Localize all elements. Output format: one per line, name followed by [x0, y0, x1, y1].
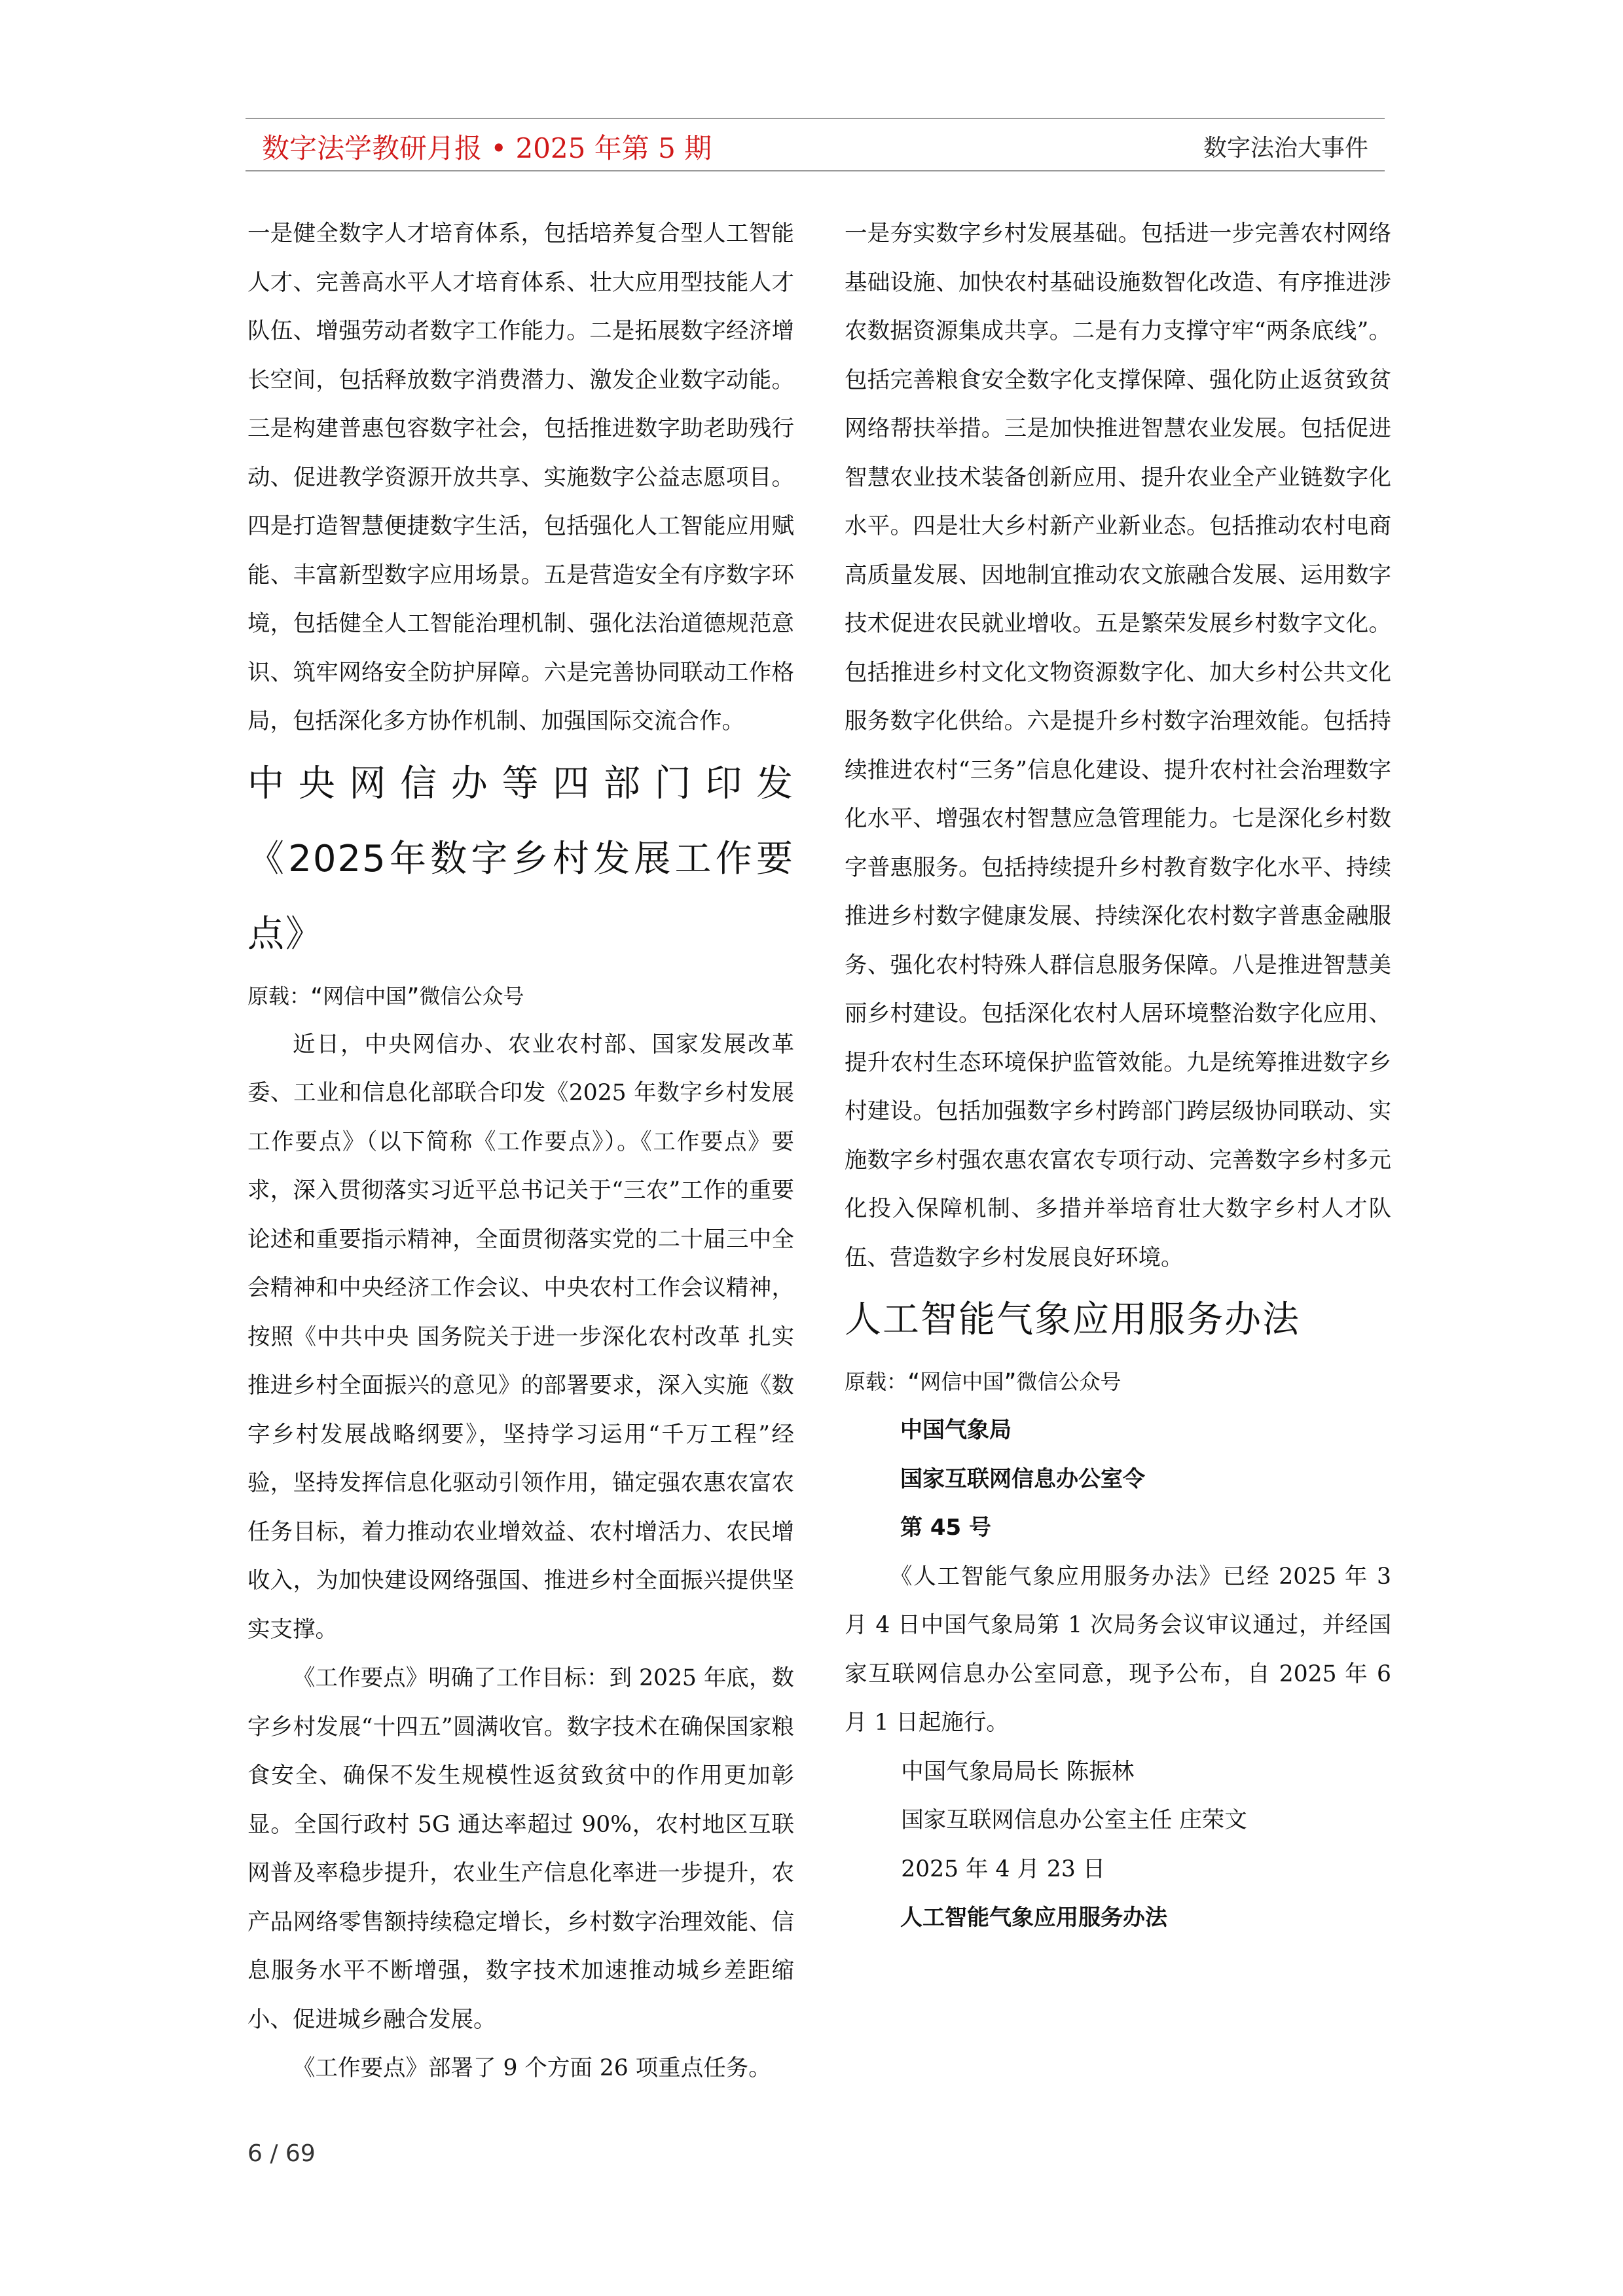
issuing-org: 中国气象局 [900, 1417, 1012, 1443]
intro-paragraph: 一是健全数字人才培育体系，包括培养复合型人工智能人才、完善高水平人才培育体系、壮大应用型技能人才队伍、增强劳动者数字工作能力。二是拓展数字经济增长空间，包括释放数字消费潜力、激发企业数字动能。三是构建普惠包容数字社会，包括推进数字助老助残行动、促进教学资源开放共享、实施数字公益志愿项目。四是打造智慧便捷数字生活，包括强化人工智能应用赋能、丰富新型数字应用场景。五是营造安全有序数字环境，包括健全人工智能治理机制、强化法治道德规范意识、筑牢网络安全防护屏障。六是完善协同联动工作格局，包括深化多方协作机制、加强国际交流合作。 [247, 221, 794, 734]
signatory: 中国气象局局长 陈振林 [901, 1758, 1135, 1785]
article-source: 原载：“网信中国”微信公众号 [845, 1369, 1122, 1394]
issue-date: 2025 年 4 月 23 日 [901, 1856, 1106, 1882]
signatory: 国家互联网信息办公室主任 庄荣文 [901, 1807, 1247, 1833]
journal-title: 数字法学教研月报 • 2025 年第 5 期 [262, 132, 712, 164]
left-column [247, 209, 794, 2093]
body-paragraph: 《工作要点》部署了 9 个方面 26 项重点任务。 [293, 2055, 771, 2081]
intro-paragraph: 一是夯实数字乡村发展基础。包括进一步完善农村网络基础设施、加快农村基础设施数智化改造、有序推进涉农数据资源集成共享。二是有力支撑守牢“两条底线”。包括完善粮食安全数字化支撑保障、强化防止返贫致贫网络帮扶举措。三是加快推进智慧农业发展。包括促进智慧农业技术装备创新应用、提升农业全产业链数字化水平。四是壮大乡村新产业新业态。包括推动农村电商高质量发展、因地制宜推动农文旅融合发展、运用数字技术促进农民就业增收。五是繁荣发展乡村数字文化。包括推进乡村文化文物资源数字化、加大乡村公共文化服务数字化供给。六是提升乡村数字治理效能。包括持续推进农村“三务”信息化建设、提升农村社会治理数字化水平、增强农村智慧应急管理能力。七是深化乡村数字普惠服务。包括持续提升乡村教育数字化水平、持续推进乡村数字健康发展、持续深化农村数字普惠金融服务、强化农村特殊人群信息服务保障。八是推进智慧美丽乡村建设。包括深化农村人居环境整治数字化应用、提升农村生态环境保护监管效能。九是统筹推进数字乡村建设。包括加强数字乡村跨部门跨层级协同联动、实施数字乡村强农惠农富农专项行动、完善数字乡村多元化投入保障机制、多措并举培育壮大数字乡村人才队伍、营造数字乡村发展良好环境。 [845, 221, 1391, 1271]
article-heading: 中央网信办等四部门印发《2025年数字乡村发展工作要点》 [247, 762, 794, 956]
order-number: 第 45 号 [900, 1515, 991, 1541]
article-heading: 人工智能气象应用服务办法 [845, 1299, 1300, 1341]
page-number: 6 / 69 [247, 2140, 316, 2167]
right-column [845, 209, 1391, 1943]
article-source: 原载：“网信中国”微信公众号 [247, 983, 524, 1009]
order-title: 国家互联网信息办公室令 [900, 1465, 1145, 1492]
section-title: 数字法治大事件 [1203, 135, 1368, 162]
body-paragraph: 《工作要点》明确了工作目标：到 2025 年底，数字乡村发展“十四五”圆满收官。数字技术在确保国家粮食安全、确保不发生规模性返贫致贫中的作用更加彰显。全国行政村 5G 通达率超过 90%，农村地区互联网普及率稳步提升，农业生产信息化率进一步提升，农产品网络零售额持续稳定增长，乡村数字治理效能、信息服务水平不断增强，数字技术加速推动城乡差距缩小、促进城乡融合发展。 [247, 1665, 794, 2033]
document-title: 人工智能气象应用服务办法 [900, 1905, 1167, 1931]
body-paragraph: 近日，中央网信办、农业农村部、国家发展改革委、工业和信息化部联合印发《2025 年数字乡村发展工作要点》（以下简称《工作要点》）。《工作要点》要求，深入贯彻落实习近平总书记关于“三农”工作的重要论述和重要指示精神，全面贯彻落实党的二十届三中全会精神和中央经济工作会议、中央农村工作会议精神，按照《中共中央 国务院关于进一步深化农村改革 扎实推进乡村全面振兴的意见》的部署要求，深入实施《数字乡村发展战略纲要》，坚持学习运用“千万工程”经验，坚持发挥信息化驱动引领作用，锚定强农惠农富农任务目标，着力推动农业增效益、农村增活力、农民增收入，为加快建设网络强国、推进乡村全面振兴提供坚实支撑。 [247, 1031, 794, 1643]
body-paragraph: 《人工智能气象应用服务办法》已经 2025 年 3 月 4 日中国气象局第 1 次局务会议审议通过，并经国家互联网信息办公室同意，现予公布，自 2025 年 6 月 1 日起施行。 [845, 1563, 1391, 1736]
page-header [246, 118, 1385, 171]
